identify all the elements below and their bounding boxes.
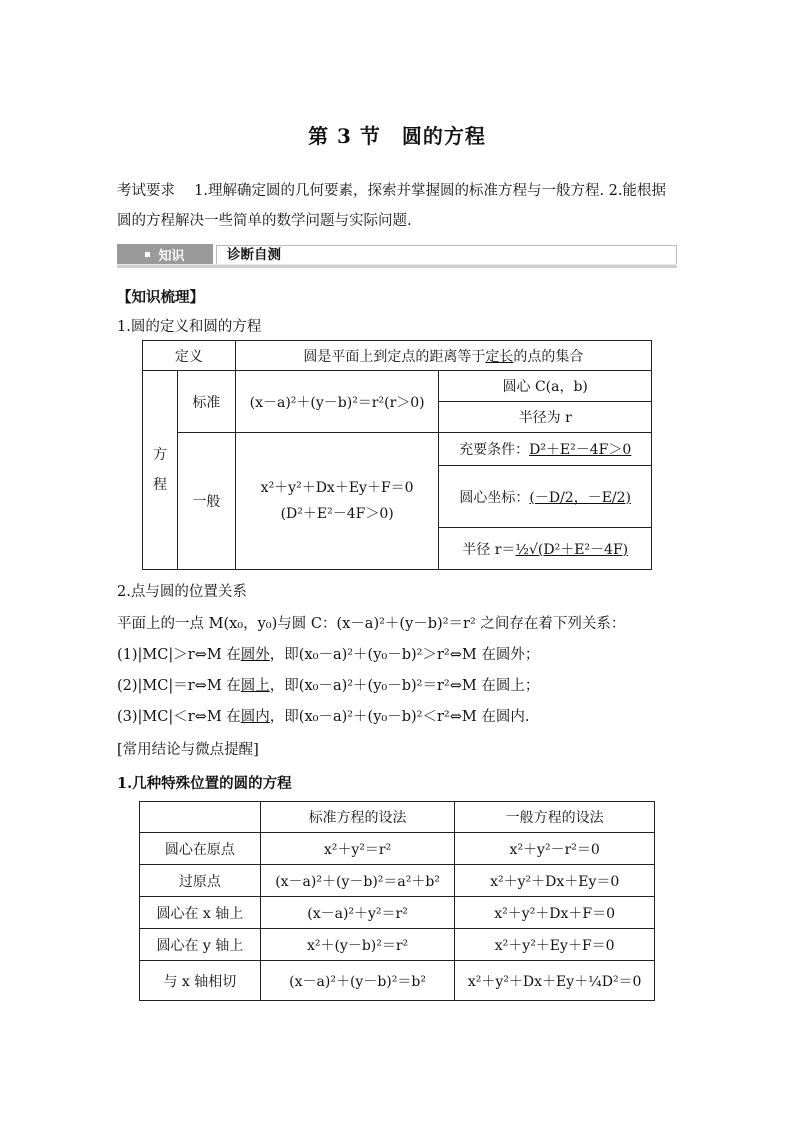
standard-radius: 半径为 r (439, 402, 652, 433)
general-condition-text: (D²＋E²－4F＞0) (280, 506, 394, 522)
special-circle-table (139, 801, 655, 1001)
table-cell: 圆心在 x 轴上 (140, 897, 261, 929)
table-cell: x²＋y²＋Dx＋Ey＋¼D²＝0 (455, 961, 655, 1001)
standard-center: 圆心 C(a，b) (439, 371, 652, 402)
general-radius: 半径 r＝½√(D²＋E²－4F) (439, 528, 652, 570)
table-cell: x²＋(y－b)²＝r² (260, 929, 455, 961)
section-label: 诊断自测 (216, 245, 677, 264)
table-cell: x²＋y²＝r² (260, 833, 455, 865)
table2-header-0 (140, 802, 261, 833)
fangcheng-label: 方 程 (143, 371, 178, 570)
page-title: 第 3 节 圆的方程 (308, 124, 486, 148)
table-cell: 圆心在 y 轴上 (140, 929, 261, 961)
table-cell: x²＋y²＋Dx＋Ey＝0 (455, 865, 655, 897)
general-label: 一般 (177, 433, 235, 570)
exam-requirements-label: 考试要求 (117, 183, 175, 199)
table-row (140, 929, 655, 961)
table-row (140, 833, 655, 865)
general-radius-value: ½√(D²＋E²－4F) (515, 541, 629, 558)
table-cell: (x－a)²＋(y－b)²＝b² (260, 961, 455, 1001)
def-text: 圆是平面上到定点的距离等于定长的点的集合 (235, 341, 651, 371)
table-cell: 圆心在原点 (140, 833, 261, 865)
table2-header-2: 一般方程的设法 (455, 802, 655, 833)
general-center: 圆心坐标：(－D/2，－E/2) (439, 466, 652, 528)
tips-heading: [常用结论与微点提醒] (117, 742, 259, 758)
def-label: 定义 (143, 341, 236, 371)
standard-label: 标准 (177, 371, 235, 433)
exam-requirements-text: 1.理解确定圆的几何要素，探索并掌握圆的标准方程与一般方程. 2.能根据圆的方程解决一些简单的数学问题与实际问题. (117, 183, 666, 229)
table-cell: x²＋y²－r²＝0 (455, 833, 655, 865)
general-center-value: (－D/2，－E/2) (529, 489, 632, 506)
general-equation (235, 433, 439, 570)
general-equation-text: x²＋y²＋Dx＋Ey＋F＝0 (260, 480, 414, 496)
table-row (140, 961, 655, 1001)
table-cell: 与 x 轴相切 (140, 961, 261, 1001)
item2-intro: 平面上的一点 M(x₀，y₀)与圆 C：(x－a)²＋(y－b)²＝r² 之间存在着下列关系： (117, 616, 626, 632)
relation-outside: (1)|MC|＞r⇔M 在圆外，即(x₀－a)²＋(y₀－b)²＞r²⇔M 在圆外； (117, 647, 540, 663)
knowledge-heading: 【知识梳理】 (117, 289, 204, 306)
relation-inside: (3)|MC|＜r⇔M 在圆内，即(x₀－a)²＋(y₀－b)²＜r²⇔M 在圆内. (117, 709, 530, 725)
standard-equation-text: (x－a)²＋(y－b)²＝r²(r＞0) (249, 394, 425, 411)
table-cell: 过原点 (140, 865, 261, 897)
table-row (140, 897, 655, 929)
table-cell: x²＋y²＋Dx＋F＝0 (455, 897, 655, 929)
circle-equation-table (142, 340, 652, 570)
table2-header-1: 标准方程的设法 (260, 802, 455, 833)
tips-item1: 1.几种特殊位置的圆的方程 (117, 775, 292, 792)
standard-equation (235, 371, 439, 433)
section-tag (117, 244, 213, 264)
table-row (140, 865, 655, 897)
general-requirement-value: D²＋E²－4F＞0 (529, 442, 632, 458)
item2-heading: 2.点与圆的位置关系 (117, 584, 247, 600)
def-underline: 定长 (485, 348, 514, 365)
item1-heading: 1.圆的定义和圆的方程 (117, 319, 262, 335)
square-bullet-icon (145, 252, 150, 257)
table-cell: x²＋y²＋Ey＋F＝0 (455, 929, 655, 961)
section-tag-label: 知识 (158, 248, 185, 264)
table-cell: (x－a)²＋y²＝r² (260, 897, 455, 929)
table-cell: (x－a)²＋(y－b)²＝a²＋b² (260, 865, 455, 897)
exam-requirements (117, 176, 677, 236)
general-requirement: 充要条件：D²＋E²－4F＞0 (439, 433, 652, 466)
section-band (117, 243, 677, 268)
relation-on: (2)|MC|＝r⇔M 在圆上，即(x₀－a)²＋(y₀－b)²＝r²⇔M 在圆上； (117, 678, 540, 694)
